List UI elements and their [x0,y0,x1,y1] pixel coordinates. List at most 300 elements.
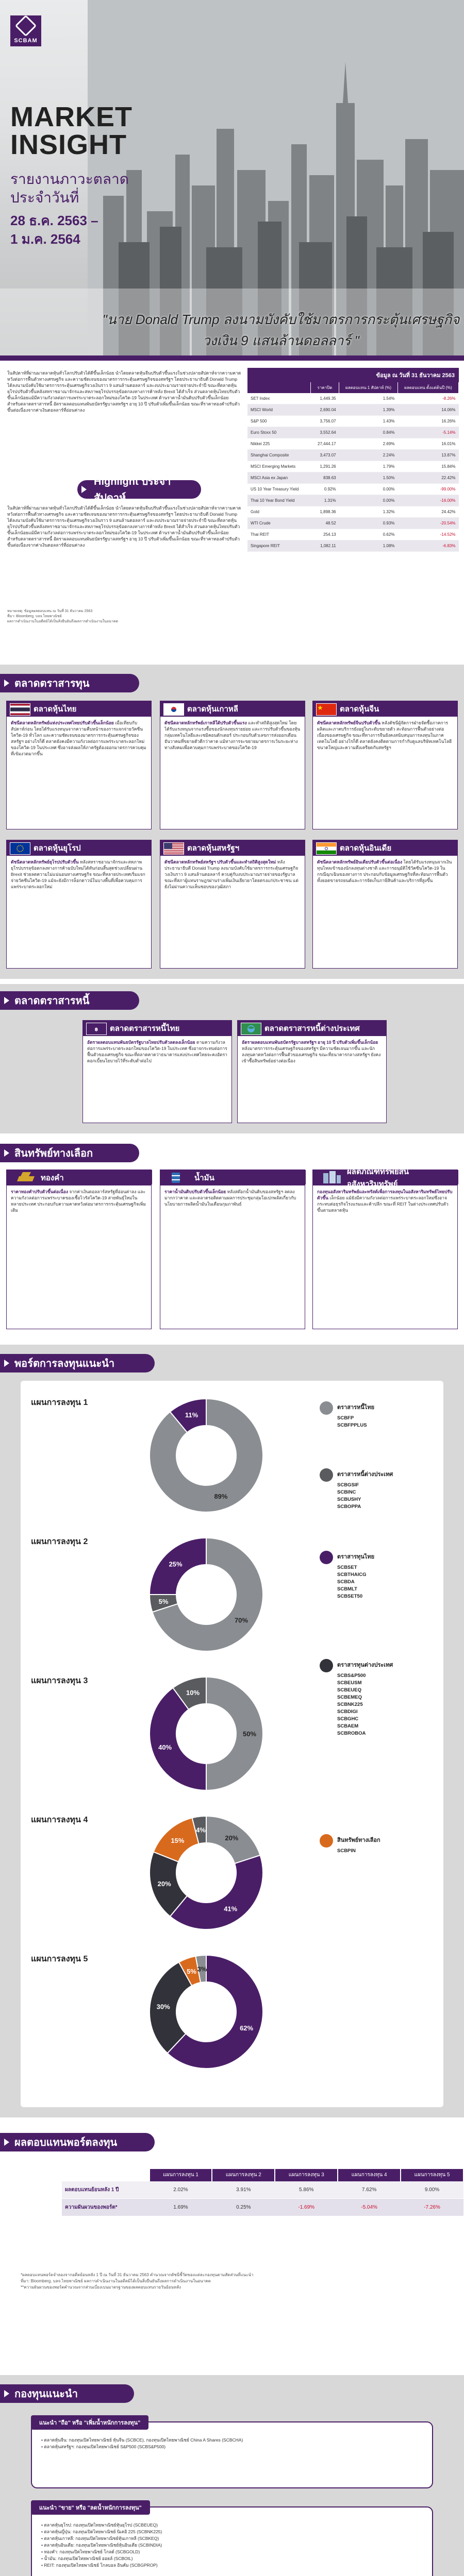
legend-group [320,1551,438,1600]
market-card-title: ตลาดหุ้นยุโรป [34,844,81,853]
legend-swatch [320,1551,333,1564]
legend-group [320,1659,438,1737]
alternative-card [6,1170,152,1329]
fund-code[interactable]: SCBMLT [337,1586,357,1592]
fund-recommendation-text: ตลาดหุ้นเกาหลี: กองทุนเปิดไทยพาณิชย์หุ้นเกาหลี (SCBKEQ) [44,2536,159,2541]
returns-value: -20.54% [397,518,458,529]
returns-value: 3,756.07 [310,416,339,427]
plan-label: แผนการลงทุน 2 [31,1537,88,1546]
performance-value: -1.69% [275,2199,338,2216]
market-card-title: ตลาดหุ้นไทย [34,705,77,714]
bullet-icon: • [41,2522,44,2528]
returns-row [247,529,459,540]
returns-value: 3,552.64 [310,427,339,438]
market-card-header [7,840,151,856]
performance-note: **ความผันผวนของพอร์ตคำนวณจากส่วนเบี่ยงเบนมาตรฐานของผลตอบแทนรายวันย้อนหลัง [21,2285,181,2290]
baht-icon [86,1023,107,1035]
legend-title: สินทรัพย์ทางเลือก [337,1837,380,1844]
returns-value: 3,473.07 [310,450,339,461]
market-card-body [7,717,151,760]
performance-table [62,2169,464,2216]
alternative-card-title: ทองคำ [41,1174,64,1182]
market-card-header [313,701,457,717]
scbam-logo [10,15,41,46]
returns-value: 1.31% [310,495,339,506]
fund-code[interactable]: SCBUSHY [337,1497,361,1502]
bond-heading [0,991,139,1010]
plan-label: แผนการลงทุน 3 [31,1676,88,1685]
returns-row [247,404,459,416]
funds-heading [0,2384,134,2403]
market-card-body [83,1036,231,1067]
donut-slice-label: 30% [156,2003,170,2011]
portfolio-section [0,1345,464,2117]
returns-value: 16.01% [397,438,458,450]
returns-table [247,382,459,552]
bullet-icon: • [41,2437,44,2443]
market-card [160,701,305,829]
highlight-note: ที่มา: Bloomberg, บลจ.ไทยพาณิชย์ [7,615,62,618]
plan-label: แผนการลงทุน 4 [31,1816,88,1824]
bond-heading-text: ตลาดตราสารหนี้ [14,995,90,1007]
legend-group [320,1834,438,1855]
fund-code[interactable]: SCBPIN [337,1848,356,1854]
bullet-icon: • [41,2543,44,2548]
market-card [237,1020,387,1123]
returns-value: 0.84% [339,427,398,438]
performance-value: 7.62% [338,2181,401,2199]
headline-quote: "นาย Donald Trump ลงนามบังคับใช้มาตรการกระตุ้นเศรษฐกิจวงเงิน 9 แสนล้านดอลลาร์ " [102,312,460,348]
performance-value: 2.02% [150,2181,212,2199]
bullet-icon: • [41,2536,44,2541]
fund-code[interactable]: SCBEMEQ [337,1694,362,1700]
triangle-icon [4,997,9,1004]
performance-col-header: แผนการลงทุน 2 [212,2169,275,2181]
market-card-title: ตลาดตราสารหนี้ต่างประเทศ [264,1024,360,1033]
returns-asset: Thai 10 Year Bond Yield [247,495,310,506]
returns-value: 0.00% [339,484,398,495]
market-card-body [238,1036,386,1067]
returns-value: 1,449.35 [310,393,339,404]
returns-value: 15.84% [397,461,458,472]
market-card-lead: อัตราผลตอบแทนพันธบัตรรัฐบาลไทยปรับตัวลดลงเล็กน้อย [87,1040,195,1045]
returns-value: 14.06% [397,404,458,416]
bullet-icon: • [41,2556,44,2561]
highlight-summary: ในสัปดาห์ที่ผ่านมาตลาดหุ้นทั่วโลกปรับตัวได้ดีขึ้นเล็กน้อย นำโดยตลาดหุ้นจีนปรับตัวขึ้นแรงในช่วงปลายสัปดาห์จากความคาดหวังต่อการฟื้นตัวทางเศรษฐกิจ และความชัดเจนของมาตรการกระตุ้นเศรษฐกิจของสหรัฐฯ โดยประธานาธิบดี Donald Trump ได้ลงนามบังคับใช้มาตรการกระตุ้นเศรษฐกิจวงเงินราว 9 แสนล้านดอลลาร์ และงบประมาณรายจ่ายประจำปี ขณะที่ตลาดหุ้นยุโรปปรับตัวขึ้นหลังสหราชอาณาจักรและสหภาพยุโรปบรรลุข้อตกลงทางการค้าหลัง Brexit ได้สำเร็จ ส่วนตลาดหุ้นไทยปรับตัวขึ้นเล็กน้อยแม้มีความกังวลต่อการแพร่ระบาดระลอกใหม่ของโควิด-19 ในประเทศ ด้านราคาน้ำมันดิบปรับตัวขึ้นเล็กน้อย สำหรับตลาดตราสารหนี้ อัตราผลตอบแทนพันธบัตรรัฐบาลสหรัฐฯ อายุ 10 ปี ปรับตัวเพิ่มขึ้นเล็กน้อย ขณะที่ราคาทองคำปรับตัวขึ้นต่อเนื่องจากค่าเงินดอลลาร์ที่อ่อนค่าลง [7,370,241,413]
returns-value: 838.63 [310,472,339,484]
returns-value: -14.52% [397,529,458,540]
market-card-text: หลังมาตรการกระตุ้นเศรษฐกิจของสหรัฐฯ มีความชัดเจนมากขึ้น และนักลงทุนคาดหวังต่อการฟื้นตัวของเศรษฐกิจ ขณะที่ธนาคารกลางสหรัฐฯ ยังคงเข้าซื้อสินทรัพย์อย่างต่อเนื่อง [242,1046,381,1063]
legend-swatch [320,1401,333,1415]
market-card-header [238,1021,386,1036]
fund-code[interactable]: SCBINC [337,1489,356,1495]
fund-code[interactable]: SCBROBOA [337,1731,366,1736]
returns-row [247,461,459,472]
plan-label: แผนการลงทุน 5 [31,1955,88,1963]
returns-value: 24.42% [397,506,458,518]
returns-row [247,495,459,506]
performance-value: -5.04% [338,2199,401,2216]
fund-code[interactable]: SCBSET50 [337,1594,363,1599]
market-card [312,840,458,969]
alternative-card-lead: ราคาทองคำปรับตัวขึ้นต่อเนื่อง [11,1189,68,1194]
donut-slice-label: 41% [224,1905,238,1913]
fund-recommendation[interactable] [41,2437,423,2444]
market-card-text: ตามความกังวลต่อการแพร่ระบาดระลอกใหม่ของโควิด-19 ในประเทศ ซึ่งอาจกระทบต่อการฟื้นตัวของเศรษฐกิจ ขณะที่ตลาดคาดว่าธนาคารแห่งประเทศไทยจะคงอัตราดอกเบี้ยนโยบายไว้ที่ระดับต่ำต่อไป [87,1040,227,1063]
buy-funds-title: แนะนำ "ถือ" หรือ "เพิ่มน้ำหนักการลงทุน" [31,2415,148,2430]
returns-value: -99.00% [397,484,458,495]
alternative-card-header [313,1167,457,1189]
legend-swatch [320,1468,333,1482]
legend-title: ตราสารหนี้ไทย [337,1404,375,1411]
performance-value: -7.26% [401,2199,463,2216]
performance-corner [62,2169,150,2181]
fund-recommendation-text: ทองคำ: กองทุนเปิดไทยพาณิชย์ โกลด์ (SCBGOLD) [44,2549,140,2554]
fund-code[interactable]: SCBSET [337,1565,357,1570]
returns-value: -6.83% [397,540,458,552]
market-card-text: หลังดัชนีผู้จัดการฝ่ายจัดซื้อภาคการผลิตและภาคบริการยังอยู่ในระดับขยายตัว สะท้อนการฟื้นตัวอย่างต่อเนื่องของเศรษฐกิจ ขณะที่ทางการจีนยังคงสนับสนุนการลงทุนในภาคเทคโนโลยี อย่างไรก็ดี ตลาดยังคงติดตามการกำกับดูแลบริษัทเทคโนโลยีขนาดใหญ่และความตึงเครียดกับสหรัฐฯ [317,720,452,750]
performance-heading [0,2133,155,2151]
returns-value: 1.54% [339,393,398,404]
performance-row [62,2181,463,2199]
fund-code[interactable]: SCBGSIF [337,1482,359,1488]
equity-section [0,665,464,979]
equity-heading-text: ตลาดตราสารทุน [14,678,90,689]
logo-mark-icon [15,15,37,37]
alternatives-heading [0,1144,139,1162]
donut-slice-label: 3% [197,1965,207,1973]
fund-recommendation[interactable] [41,2542,423,2549]
alternative-card-title: น้ำมัน [194,1174,214,1182]
returns-asset: Thai REIT [247,529,310,540]
alternative-card-body [7,1185,151,1216]
performance-note: ที่มา: Bloomberg, บลจ.ไทยพาณิชย์ ผลการดำเนินงานในอดีตมิได้เป็นสิ่งยืนยันถึงผลการดำเนินงานในอนาคต [21,2279,211,2283]
returns-value: 1,291.26 [310,461,339,472]
portfolio-heading [0,1354,155,1372]
market-card [6,701,152,829]
performance-note: *ผลตอบแทนพอร์ตจำลองจากอดีตย้อนหลัง 1 ปี ณ วันที่ 31 ธันวาคม 2563 คำนวณจากดัชนีชี้วัดของแต่ละกองทุนตามสัดส่วนที่แนะนำ [21,2273,254,2277]
returns-row [247,438,459,450]
returns-asset: S&P 500 [247,416,310,427]
returns-value: 2.24% [339,450,398,461]
donut-slice-label: 25% [169,1560,183,1568]
fund-recommendation[interactable] [41,2549,423,2555]
returns-asset: SET Index [247,393,310,404]
legend-fund-list [320,1848,438,1855]
fund-code[interactable]: SCBAEM [337,1723,359,1729]
plan-label: แผนการลงทุน 1 [31,1398,88,1407]
fund-recommendation[interactable] [41,2529,423,2535]
market-card-lead: อัตราผลตอบแทนพันธบัตรรัฐบาลสหรัฐฯ อายุ 10 ปี ปรับตัวเพิ่มขึ้นเล็กน้อย [242,1040,378,1045]
market-card [6,840,152,969]
legend-group [320,1401,438,1429]
market-card-header [83,1021,231,1036]
donut-slice-label: 89% [214,1493,228,1501]
donut-slice-label: 50% [242,1730,257,1738]
fund-recommendation-text: ตลาดหุ้นจีน: กองทุนเปิดไทยพาณิชย์ หุ้นจีน (SCBCE), กองทุนเปิดไทยพาณิชย์ China A Shares (SCBCHA) [44,2437,243,2443]
returns-asset: Shanghai Composite [247,450,310,461]
fund-recommendation[interactable] [41,2562,423,2569]
legend-swatch [320,1659,333,1672]
performance-value: 5.86% [275,2181,338,2199]
donut-slice-label: 5% [158,1598,169,1606]
korea-flag-icon [163,703,184,716]
market-card-text: และทำสถิติสูงสุดใหม่ โดยได้รับแรงหนุนจากแรงซื้อของนักลงทุนรายย่อย และการปรับตัวขึ้นของหุ้นกลุ่มเทคโนโลยีและเซมิคอนดักเตอร์ ประกอบกับตัวเลขการส่งออกเดือนธันวาคมที่ขยายตัวดีกว่าคาด แม้ทางการจะขยายมาตรการเว้นระยะห่างทางสังคมเพื่อควบคุมการแพร่ระบาดของโควิด-19 [164,720,301,750]
fund-recommendation-text: ตลาดหุ้นญี่ปุ่น: กองทุนเปิดไทยพาณิชย์ นิเคอิ 225 (SCBNK225) [44,2529,162,2534]
report-title [10,103,132,159]
alternative-card [160,1170,305,1329]
legend-fund-list [320,1672,438,1737]
market-card [312,701,458,829]
returns-value: 0.62% [339,529,398,540]
highlight-note: ผลการดำเนินงานในอดีตมิได้เป็นสิ่งยืนยันถึงผลการดำเนินงานในอนาคต [7,620,119,623]
performance-section [0,2123,464,2370]
svg-text:฿: ฿ [94,1027,98,1032]
title-line-1: MARKET [10,101,132,132]
fund-code[interactable]: SCBEUEQ [337,1687,361,1693]
returns-asset: MSCI Asia ex Japan [247,472,310,484]
market-card-body [7,856,151,893]
alternative-card-lead: ราคาน้ำมันดิบปรับตัวขึ้นเล็กน้อย [164,1189,226,1194]
returns-col-header: ผลตอบแทน 1 สัปดาห์ (%) [339,382,398,393]
date-line-2: 1 ม.ค. 2564 [10,231,80,247]
returns-asset: MSCI World [247,404,310,416]
fund-recommendation-text: ตลาดหุ้นอินเดีย: กองทุนเปิดไทยพาณิชย์หุ้นอินเดีย (SCBINDIA) [44,2543,162,2548]
alternative-card-header [160,1170,305,1185]
fund-code[interactable]: SCBNK225 [337,1702,363,1707]
fund-code[interactable]: SCBOPPA [337,1504,361,1510]
fund-code[interactable]: SCBGHC [337,1716,359,1722]
legend-fund-list [320,1564,438,1600]
title-line-2: INSIGHT [10,129,127,160]
market-card-title: ตลาดหุ้นเกาหลี [187,705,238,714]
bond-section [0,984,464,1133]
fund-code[interactable]: SCBDIGI [337,1709,358,1715]
returns-value: 1.50% [339,472,398,484]
legend-fund-list [320,1482,438,1511]
performance-value: 0.25% [212,2199,275,2216]
performance-value: 3.91% [212,2181,275,2199]
triangle-icon [4,1360,9,1367]
usa-flag-icon [163,842,184,855]
highlight-heading-text: Highlight ประจำสัปดาห์ [94,476,171,504]
triangle-icon [4,680,9,687]
report-date [10,211,98,248]
eu-flag-icon [10,842,30,855]
sell-funds-list [41,2522,423,2569]
highlight-section [0,367,464,660]
returns-value: 1.79% [339,461,398,472]
returns-asset: MSCI Emerging Markets [247,461,310,472]
triangle-icon [4,2390,9,2397]
fund-recommendation-text: ตลาดหุ้นยุโรป: กองทุนเปิดไทยพาณิชย์หุ้นยุโรป (SCBEUEQ) [44,2522,158,2528]
market-card-text: หลังประธานาธิบดี Donald Trump ลงนามบังคับใช้มาตรการกระตุ้นเศรษฐกิจวงเงินราว 9 แสนล้านดอลลาร์ ควบคู่กับงบประมาณรายจ่ายของรัฐบาล ขณะที่สภาผู้แทนราษฎรผ่านร่างเพิ่มเงินเยียวยาโดยตรงแก่ประชาชน แต่ยังไม่ผ่านความเห็นชอบของวุฒิสภา [164,859,299,889]
legend-title: ตราสารทุนต่างประเทศ [337,1662,393,1669]
fund-code[interactable]: SCBDA [337,1579,355,1585]
fund-recommendation-text: ตลาดหุ้นสหรัฐฯ: กองทุนเปิดไทยพาณิชย์ S&P500 (SCBS&P500) [44,2444,166,2449]
fund-recommendation-text: REIT: กองทุนเปิดไทยพาณิชย์ โกลบอล อินคัม (SCBGPROP) [44,2563,158,2568]
fund-code[interactable]: SCBFPPLUS [337,1422,367,1428]
triangle-icon [81,486,87,493]
oil-barrel-icon [160,1170,306,1184]
legend-header [320,1659,438,1672]
triangle-icon [4,2139,9,2146]
returns-asset: US 10 Year Treasury Yield [247,484,310,495]
equity-heading [0,674,139,692]
performance-value: 9.00% [401,2181,463,2199]
subtitle-line-2: ประจำวันที่ [10,190,79,206]
performance-heading-text: ผลตอบแทนพอร์ตลงทุน [14,2137,118,2148]
bullet-icon: • [41,2444,44,2449]
alternative-card-header [7,1170,151,1185]
fund-recommendation[interactable] [41,2555,423,2562]
market-card-body [160,717,305,754]
returns-row [247,416,459,427]
fund-code[interactable]: SCBS&P500 [337,1673,366,1679]
returns-row [247,518,459,529]
donut-slice-label: 11% [185,1411,198,1419]
funds-section [0,2375,464,2576]
performance-notes [21,2272,443,2291]
donut-slice-label: 20% [225,1834,239,1842]
alternative-card-text: เล็กน้อย แม้ยังมีความกังวลต่อการแพร่ระบาดระลอกใหม่ซึ่งอาจกระทบต่อธุรกิจโรงแรมและค้าปลีก ขณะที่ REIT ในต่างประเทศปรับตัวขึ้นตามตลาดหุ้น [317,1195,449,1213]
returns-row [247,506,459,518]
fund-recommendation[interactable] [41,2444,423,2450]
funds-heading-text: กองทุนแนะนำ [14,2388,78,2400]
market-card-title: ตลาดหุ้นจีน [340,705,379,714]
hero-divider [0,355,464,361]
highlight-detail [7,505,242,548]
donut-slice-label: 4% [196,1826,206,1834]
highlight-notes [7,609,242,624]
bullet-icon: • [41,2563,44,2568]
performance-col-header: แผนการลงทุน 4 [338,2169,401,2181]
returns-value: 48.52 [310,518,339,529]
market-card [160,840,305,969]
returns-value: 22.42% [397,472,458,484]
returns-value: 1.08% [339,540,398,552]
returns-value: 254.13 [310,529,339,540]
market-card-body [313,717,457,754]
returns-value: -16.00% [397,495,458,506]
highlight-note: หมายเหตุ: ข้อมูลผลตอบแทน ณ วันที่ 31 ธันวาคม 2563 [7,609,93,613]
donut-slice-label: 5% [187,1967,196,1975]
report-subtitle [10,170,129,207]
triangle-icon [4,1149,9,1157]
bullet-icon: • [41,2529,44,2534]
returns-table-block [247,368,459,552]
sell-funds-box [31,2506,433,2576]
legend-header [320,1401,438,1415]
alternative-card-text: หลังสต๊อกน้ำมันดิบของสหรัฐฯ ลดลงมากกว่าคาด และตลาดรอติดตามผลการประชุมกลุ่มโอเปกพลัสเกี่ยวกับนโยบายการผลิตน้ำมันในเดือนกุมภาพันธ์ [164,1189,296,1207]
returns-row [247,450,459,461]
market-card-lead: ดัชนีตลาดหลักทรัพย์จีนปรับตัวขึ้น [317,720,380,725]
logo-text: SCBAM [14,38,38,44]
returns-value: 0.00% [339,495,398,506]
returns-value: 0.92% [310,484,339,495]
legend-header [320,1834,438,1848]
fund-code[interactable]: SCBFP [337,1415,354,1421]
market-card-lead: ดัชนีตลาดหลักทรัพย์ยุโรปปรับตัวขึ้น [11,859,79,865]
returns-asset: Euro Stoxx 50 [247,427,310,438]
portfolio-panel [21,1381,443,2107]
donut-slice-label: 15% [171,1836,185,1844]
gold-bars-icon [7,1170,152,1184]
returns-row [247,540,459,552]
returns-value: 1,898.36 [310,506,339,518]
fund-recommendation[interactable] [41,2535,423,2542]
returns-row [247,472,459,484]
legend-title: ตราสารทุนไทย [337,1554,375,1561]
alternative-card-body [160,1185,305,1210]
donut-slice-label: 70% [234,1616,248,1624]
returns-value: -5.14% [397,427,458,438]
market-card-body [313,856,457,887]
portfolio-heading-text: พอร์ตการลงทุนแนะนำ [14,1358,115,1369]
market-card-title: ตลาดตราสารหนี้ไทย [110,1024,180,1033]
returns-asset: WTI Crude [247,518,310,529]
returns-asset: Gold [247,506,310,518]
performance-col-header: แผนการลงทุน 1 [150,2169,212,2181]
market-card [82,1020,232,1123]
market-card-title: ตลาดหุ้นสหรัฐฯ [187,844,240,853]
returns-value: 1.43% [339,416,398,427]
market-card-text: เมื่อเทียบกับสัปดาห์ก่อน โดยได้รับแรงหนุนจากความคืบหน้าของการแจกจ่ายวัคซีนโควิด-19 ทั่วโลก และความชัดเจนของมาตรการกระตุ้นเศรษฐกิจของสหรัฐฯ อย่างไรก็ดี ตลาดยังคงมีความกังวลต่อการแพร่ระบาดระลอกใหม่ของโควิด-19 ในประเทศ ซึ่งอาจส่งผลให้ภาครัฐต้องออกมาตรการควบคุมที่เข้มงวดมากขึ้น [11,720,146,756]
market-card-body [160,856,305,893]
buy-funds-list [41,2437,423,2450]
legend-header [320,1468,438,1482]
performance-col-header: แผนการลงทุน 5 [401,2169,463,2181]
fund-recommendation[interactable] [41,2522,423,2529]
china-flag-icon [316,703,337,716]
market-card-lead: ดัชนีตลาดหลักทรัพย์สหรัฐฯ ปรับตัวขึ้นและทำสถิติสูงสุดใหม่ [164,859,276,865]
fund-code[interactable]: SCBTHAICG [337,1572,367,1578]
legend-swatch [320,1834,333,1848]
highlight-heading [77,476,201,504]
india-flag-icon [316,842,337,855]
alternative-card-lead: กองทุนอสังหาริมทรัพย์และทรัสต์เพื่อการลงทุนในอสังหาริมทรัพย์ไทยปรับตัวขึ้น [317,1189,453,1200]
alternative-card-text: จากค่าเงินดอลลาร์สหรัฐที่อ่อนค่าลง และความกังวลต่อการแพร่ระบาดของเชื้อไวรัสโควิด-19 สายพันธุ์ใหม่ในหลายประเทศ ประกอบกับความคาดหวังต่อมาตรการกระตุ้นเศรษฐกิจเพิ่มเติม [11,1189,146,1213]
returns-value: 27,444.17 [310,438,339,450]
globe-icon [241,1023,261,1035]
returns-col-header: ราคาปิด [310,382,339,393]
alternatives-section [0,1139,464,1340]
returns-value: 1.39% [339,404,398,416]
hero-banner [0,0,464,361]
legend-header [320,1551,438,1564]
alternative-card-title: ผลิตภัณฑ์ทรัพย์สินอสังหาริมทรัพย์ [347,1167,409,1189]
donut-slice-label: 40% [158,1743,172,1751]
market-card-header [313,840,457,856]
market-card-lead: ดัชนีตลาดหลักทรัพย์เกาหลีใต้ปรับตัวขึ้นแรง [164,720,247,725]
market-card-text: โดยได้รับแรงหนุนจากเงินทุนไหลเข้าของนักลงทุนต่างชาติ และการอนุมัติใช้วัคซีนโควิด-19 ในกรณีฉุกเฉินของทางการ ประกอบกับข้อมูลเศรษฐกิจที่สะท้อนการฟื้นตัว ทั้งยอดขายรถยนต์และการจัดเก็บภาษีสินค้าและบริการที่สูงขึ้น [317,859,452,883]
buy-funds-box [31,2421,433,2488]
donut-slice-label: 62% [240,2024,254,2032]
performance-row [62,2199,463,2216]
donut-slice-label: 10% [186,1689,200,1697]
legend-fund-list [320,1415,438,1429]
market-card-lead: ดัชนีตลาดหลักทรัพย์แห่งประเทศไทยปรับตัวขึ้นเล็กน้อย [11,720,114,725]
fund-recommendation-text: น้ำมัน: กองทุนเปิดไทยพาณิชย์ ออยล์ (SCBOIL) [44,2556,133,2561]
returns-value: 16.26% [397,416,458,427]
alternatives-heading-text: สินทรัพย์ทางเลือก [14,1148,93,1159]
returns-value: 2.69% [339,438,398,450]
returns-value: 0.93% [339,518,398,529]
donut-slice-label: 20% [157,1879,171,1888]
fund-code[interactable]: SCBEUSM [337,1680,362,1686]
thailand-flag-icon [10,703,30,716]
returns-asset: Singapore REIT [247,540,310,552]
